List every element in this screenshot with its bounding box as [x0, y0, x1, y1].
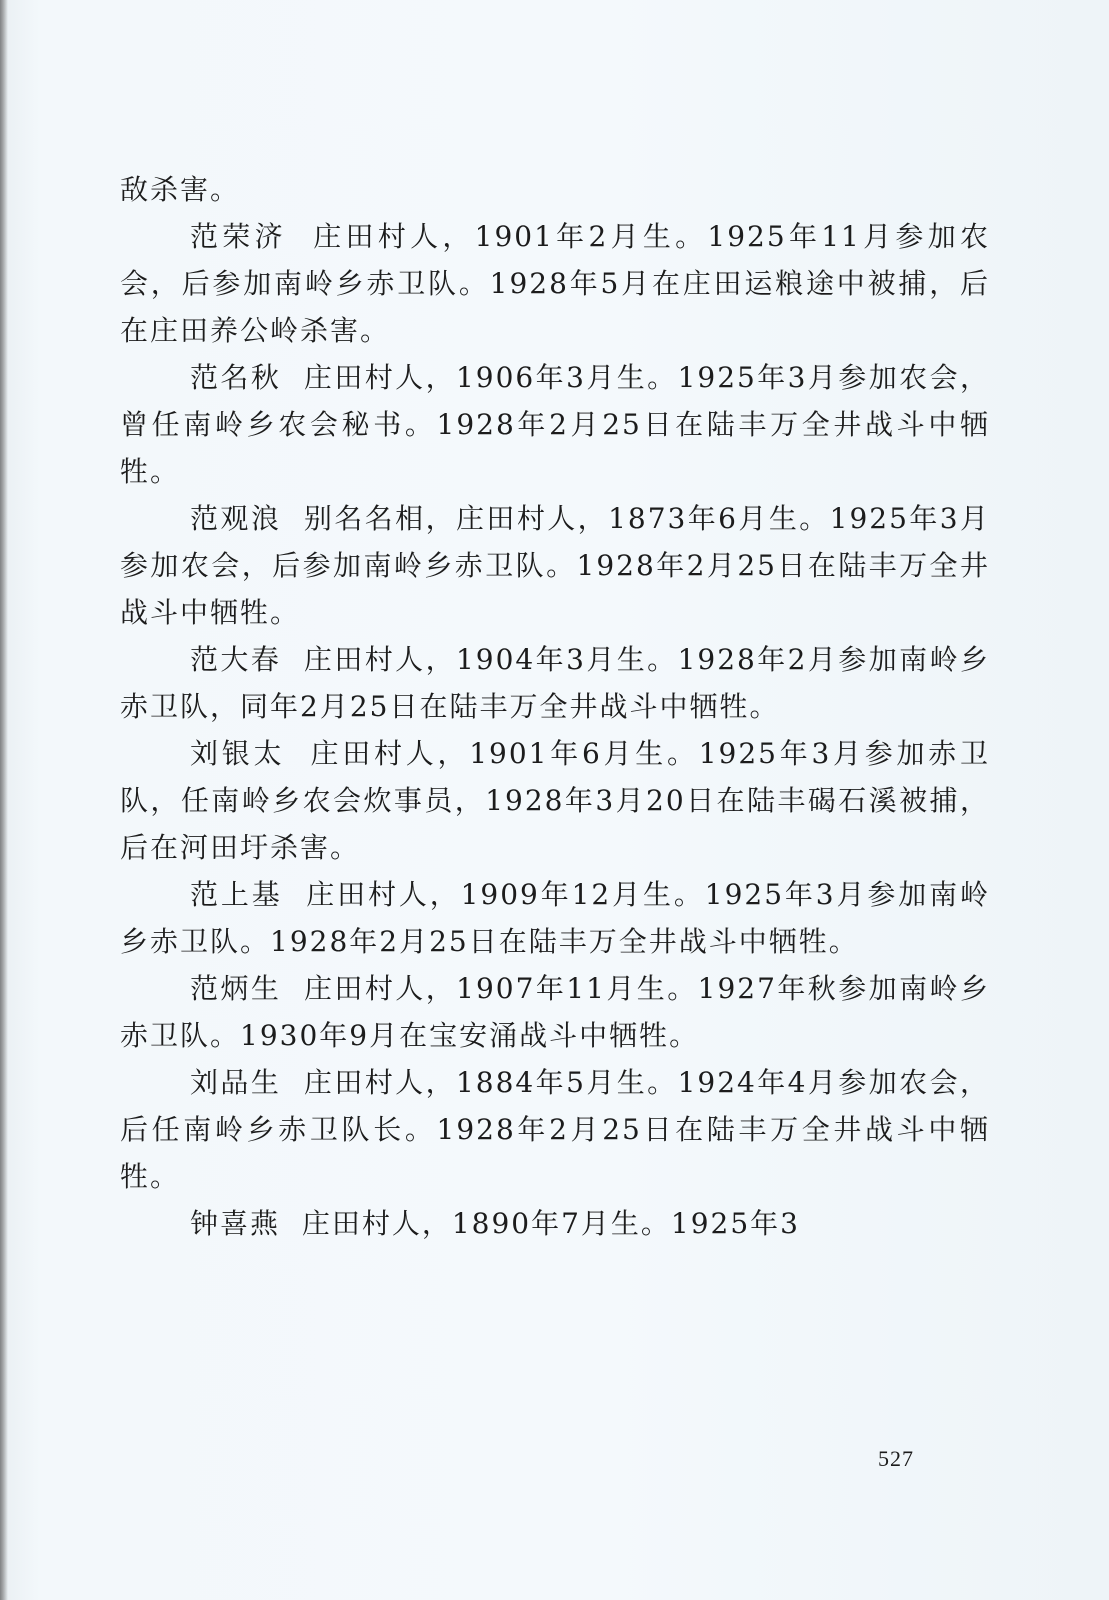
paragraph-text: 庄田村人，1901年2月生。1925年11月参加农会，后参加南岭乡赤卫队。1928年5月在庄田运粮途中被捕，后在庄田养公岭杀害。 — [120, 220, 990, 347]
biography-entry — [120, 354, 990, 495]
biography-entry — [120, 636, 990, 730]
biography-entry — [120, 730, 990, 871]
biography-text-block — [120, 166, 990, 1247]
person-name: 范名秋 — [190, 361, 282, 394]
continuation-paragraph — [120, 166, 990, 213]
paragraph-text: 庄田村人，1901年6月生。1925年3月参加赤卫队，任南岭乡农会炊事员，1928年3月20日在陆丰碣石溪被捕，后在河田圩杀害。 — [120, 737, 990, 864]
paragraph-text: 敌杀害。 — [120, 173, 241, 206]
biography-entry — [120, 213, 990, 354]
biography-entry — [120, 1200, 990, 1247]
paragraph-text: 别名名相，庄田村人，1873年6月生。1925年3月参加农会，后参加南岭乡赤卫队。1928年2月25日在陆丰万全井战斗中牺牲。 — [120, 502, 990, 629]
paragraph-text: 庄田村人，1904年3月生。1928年2月参加南岭乡赤卫队，同年2月25日在陆丰万全井战斗中牺牲。 — [120, 643, 990, 723]
person-name: 刘品生 — [190, 1066, 282, 1099]
person-name: 范荣济 — [190, 220, 287, 253]
person-name: 范大春 — [190, 643, 282, 676]
paragraph-text: 庄田村人，1884年5月生。1924年4月参加农会，后任南岭乡赤卫队长。1928年2月25日在陆丰万全井战斗中牺牲。 — [120, 1066, 990, 1193]
paragraph-text: 庄田村人，1890年7月生。1925年3 — [301, 1207, 800, 1240]
person-name: 刘银太 — [190, 737, 286, 770]
person-name: 范炳生 — [190, 972, 282, 1005]
biography-entry — [120, 495, 990, 636]
biography-entry — [120, 871, 990, 965]
person-name: 钟喜燕 — [190, 1207, 281, 1240]
biography-entry — [120, 1059, 990, 1200]
person-name: 范上基 — [190, 878, 283, 911]
page-edge-shadow — [0, 0, 8, 1600]
paragraph-text: 庄田村人，1906年3月生。1925年3月参加农会，曾任南岭乡农会秘书。1928年2月25日在陆丰万全井战斗中牺牲。 — [120, 361, 990, 488]
page-number: 527 — [878, 1446, 914, 1471]
paragraph-text: 庄田村人，1909年12月生。1925年3月参加南岭乡赤卫队。1928年2月25日在陆丰万全井战斗中牺牲。 — [120, 878, 990, 958]
person-name: 范观浪 — [190, 502, 282, 535]
biography-entry — [120, 965, 990, 1059]
paragraph-text: 庄田村人，1907年11月生。1927年秋参加南岭乡赤卫队。1930年9月在宝安涌战斗中牺牲。 — [120, 972, 990, 1052]
